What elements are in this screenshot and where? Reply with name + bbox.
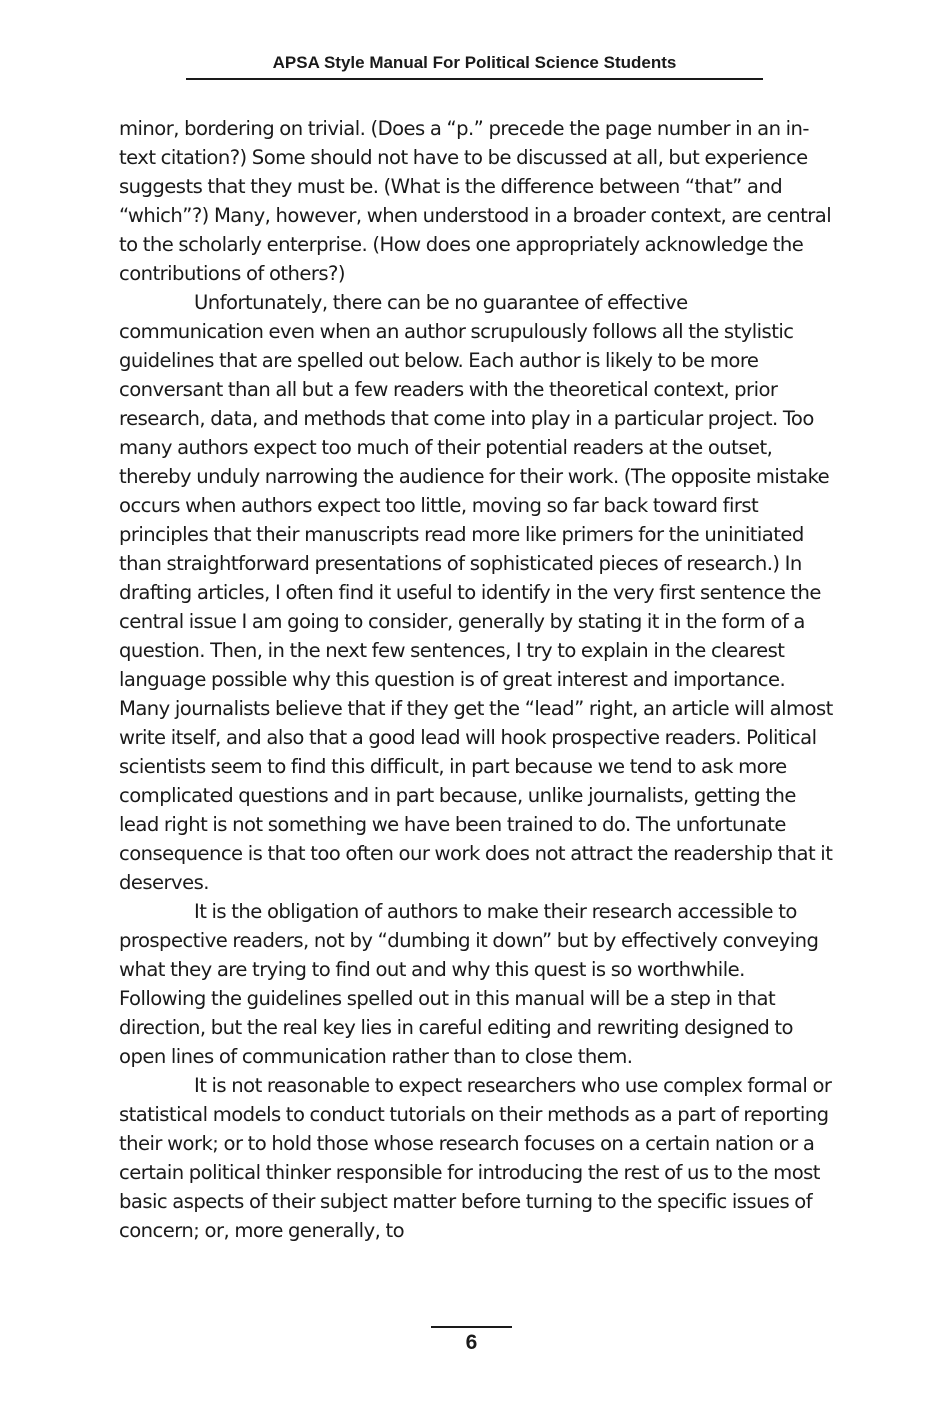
- footer-rule: [431, 1326, 512, 1328]
- header-rule: [186, 78, 763, 80]
- running-head-title: APSA Style Manual For Political Science Students: [272, 53, 677, 72]
- page-number: 6: [465, 1331, 478, 1354]
- paragraph: Unfortunately, there can be no guarantee of effective communication even when an author scrupulously follows all the stylistic guidelines that are spelled out below. Each author is likely to be more conversant than all but a few readers with the theoretical context, prior research, data, and methods that come into play in a particular project. Too many authors expect too much of their potential readers at the outset, thereby unduly narrowing the audience for their work. (The opposite mistake occurs when authors expect too little, moving so far back toward first principles that their manuscripts read more like primers for the uninitiated than straightforward presentations of sophisticated pieces of research.) In drafting articles, I often find it useful to identify in the very first sentence the central issue I am going to consider, generally by stating it in the form of a question. Then, in the next few sentences, I try to explain in the clearest language possible why this question is of great interest and importance. Many journalists believe that if they get the “lead” right, an article will almost write itself, and also that a good lead will hook prospective readers. Political scientists seem to find this difficult, in part because we tend to ask more complicated questions and in part because, unlike journalists, getting the lead right is not something we have been trained to do. The unfortunate consequence is that too often our work does not attract the readership that it deserves.: [119, 291, 833, 894]
- paragraph: It is the obligation of authors to make their research accessible to prospective readers, not by “dumbing it down” but by effectively conveying what they are trying to find out and why this quest is so worthwhile. Following the guidelines spelled out in this manual will be a step in that direction, but the real key lies in careful editing and rewriting designed to open lines of communication rather than to close them.: [119, 900, 819, 1068]
- body-text: [119, 114, 835, 1245]
- paragraph: It is not reasonable to expect researchers who use complex formal or statistical models to conduct tutorials on their methods as a part of reporting their work; or to hold those whose research focuses on a certain nation or a certain political thinker responsible for introducing the rest of us to the most basic aspects of their subject matter before turning to the specific issues of concern; or, more generally, to: [119, 1074, 832, 1242]
- paragraph-continued: minor, bordering on trivial. (Does a “p.” precede the page number in an in-text citation?) Some should not have to be discussed at all, but experience suggests that they must be. (What is the difference between “that” and “which”?) Many, however, when understood in a broader context, are central to the scholarly enterprise. (How does one appropriately acknowledge the contributions of others?): [119, 117, 832, 285]
